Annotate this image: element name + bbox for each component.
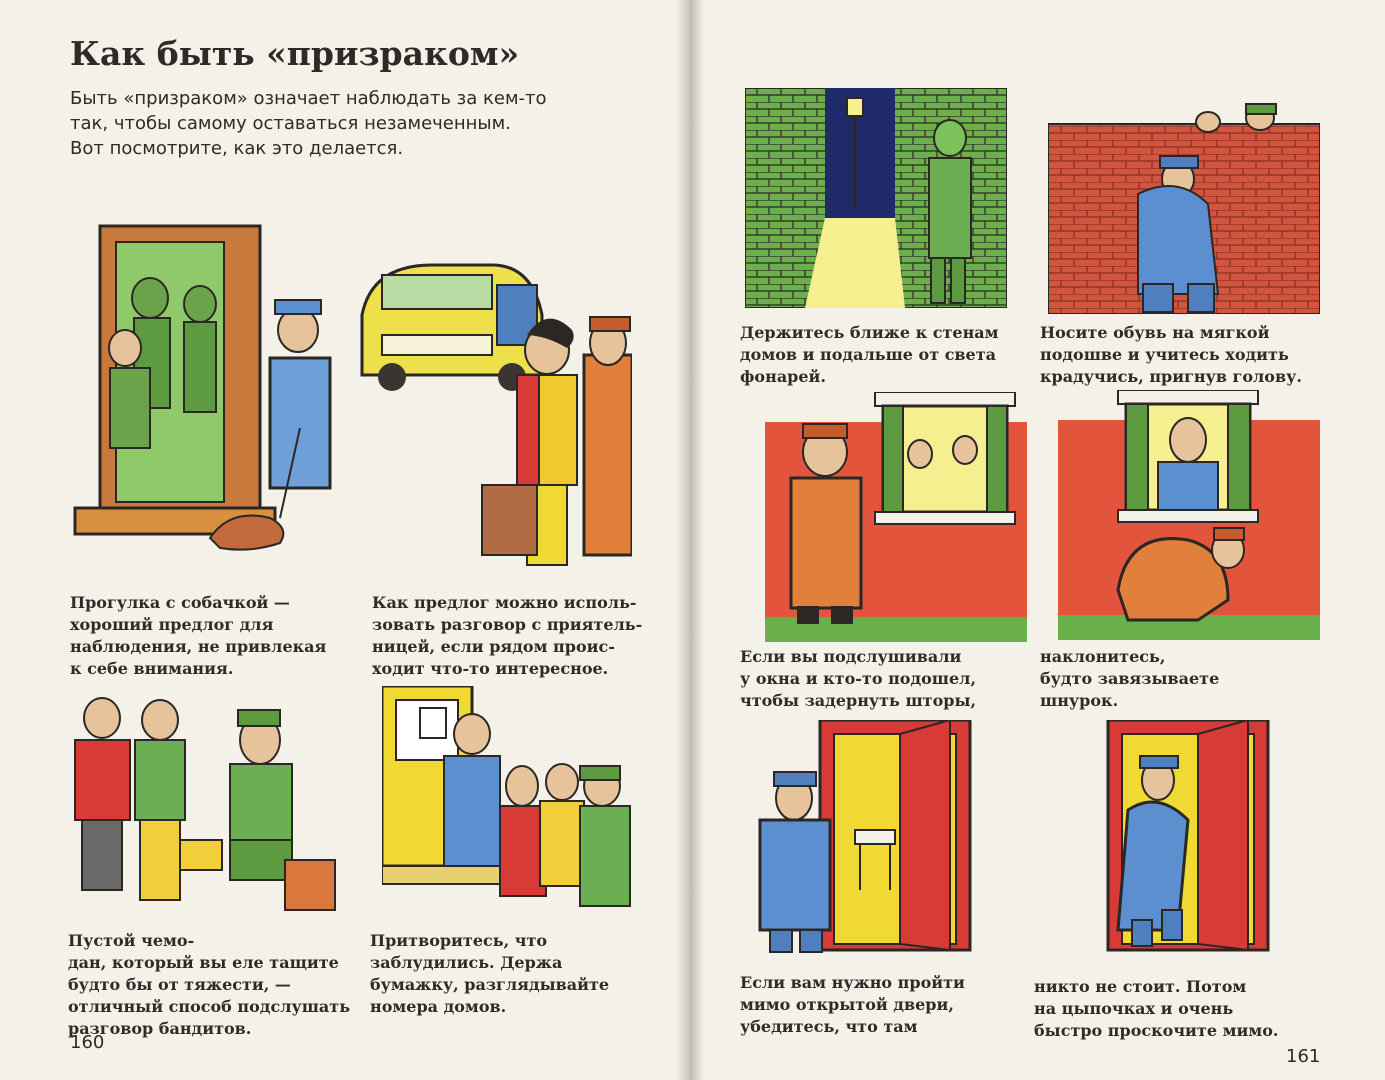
page-number-left: 160 <box>70 1032 105 1053</box>
intro-text: Быть «призраком» означает наблюдать за кем-то так, чтобы самому оставаться незамеченным. Вот посмотрите, как это делается. <box>70 88 547 159</box>
page-number-right: 161 <box>1286 1046 1321 1067</box>
caption-dog-walk: Прогулка с собачкой — хороший предлог для наблюдения, не привлекая к себе внимания. <box>70 593 327 678</box>
page-title: Как быть «призраком» <box>70 34 520 73</box>
caption-suitcase: Пустой чемо- дан, который вы еле тащите будто бы от тяжести, — отличный способ подслушать разговор бандитов. <box>68 931 351 1038</box>
illustration-window-2 <box>1058 390 1320 640</box>
caption-window-2: наклонитесь, будто завязываете шнурок. <box>1040 647 1220 710</box>
illustration-suitcase <box>70 690 340 920</box>
illustration-window-1 <box>765 392 1027 642</box>
caption-door-2: никто не стоит. Потом на цыпочках и очень быстро проскочите мимо. <box>1034 977 1279 1040</box>
illustration-door-1 <box>750 720 1000 960</box>
left-page <box>0 0 690 1080</box>
illustration-walls <box>745 88 1007 308</box>
illustration-lost <box>382 686 642 926</box>
right-page <box>690 0 1385 1080</box>
illustration-dog-walk <box>70 218 350 578</box>
caption-door-1: Если вам нужно пройти мимо открытой двери, убедитесь, что там <box>740 973 965 1036</box>
book-gutter <box>676 0 704 1080</box>
illustration-friend-talk <box>352 245 632 585</box>
caption-friend-talk: Как предлог можно исполь- зовать разговор с приятель- ницей, если рядом проис- ходит что-то интересное. <box>372 593 643 678</box>
caption-lost: Притворитесь, что заблудились. Держа бумажку, разглядывайте номера домов. <box>370 931 610 1016</box>
caption-window-1: Если вы подслушивали у окна и кто-то подошел, чтобы задернуть шторы, <box>740 647 977 710</box>
caption-walls: Держитесь ближе к стенам домов и подальше от света фонарей. <box>740 323 999 386</box>
caption-soft-shoes: Носите обувь на мягкой подошве и учитесь ходить крадучись, пригнув голову. <box>1040 323 1302 386</box>
illustration-door-2 <box>1078 720 1328 960</box>
illustration-soft-shoes <box>1048 84 1320 314</box>
